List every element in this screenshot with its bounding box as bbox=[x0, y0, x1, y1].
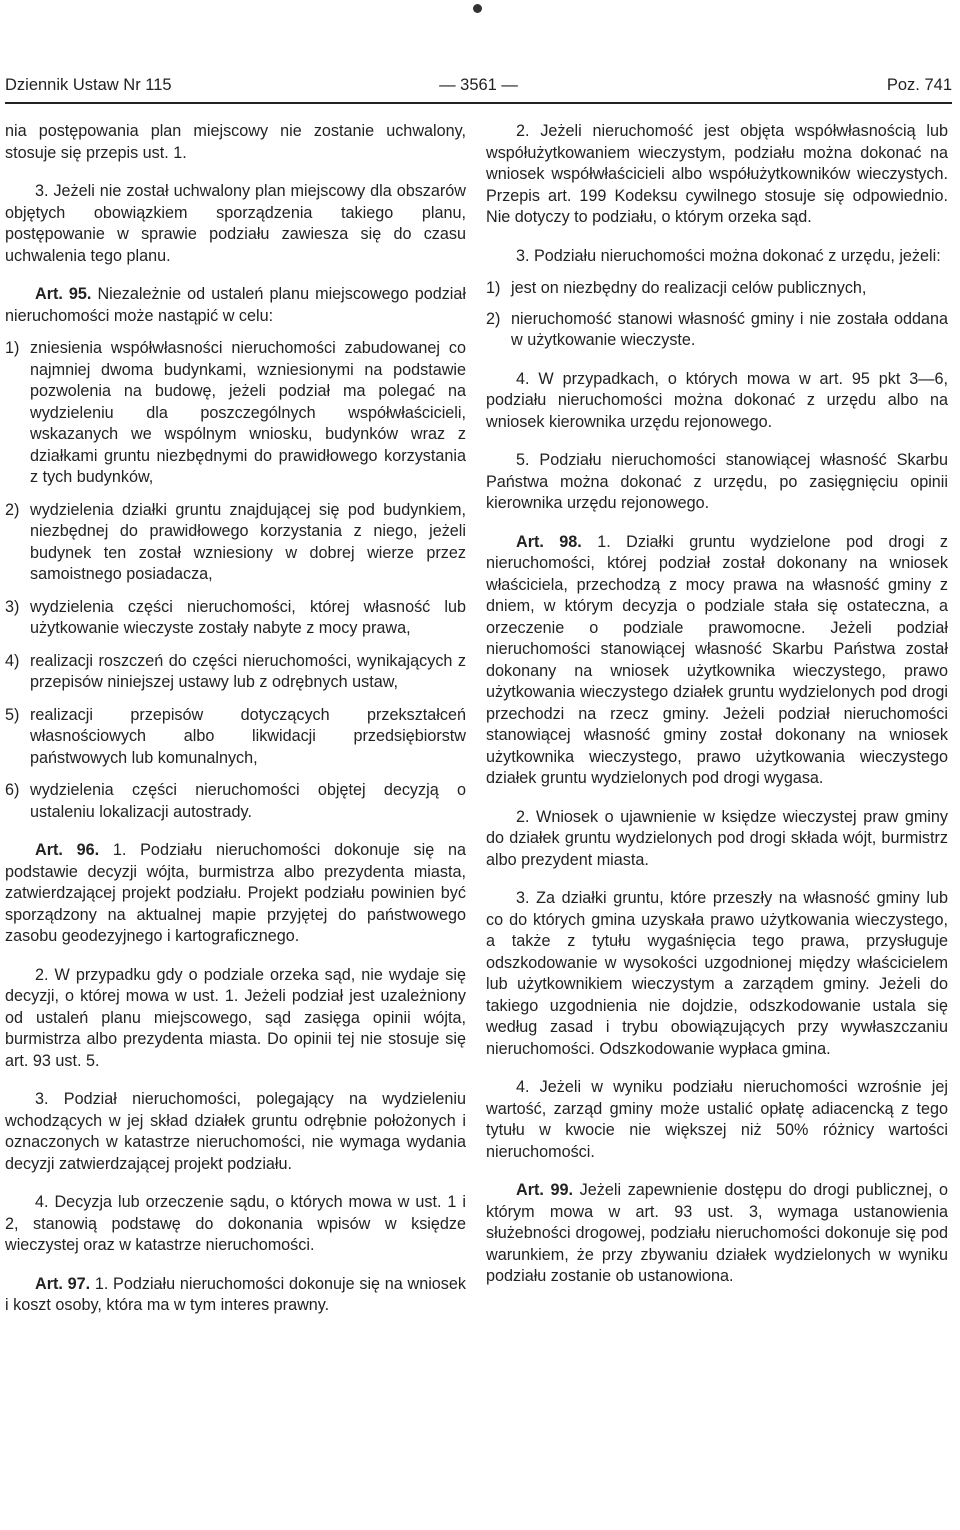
item-number: 6) bbox=[5, 781, 20, 799]
article-text: Jeżeli zapewnienie dostępu do drogi publicznej, o którym mowa w art. 93 ust. 3, wymaga ustanowienia służebności drogowej, podziału nieruchomości dokonuje się pod warunkiem, że przy zbywaniu działek wydzielonych w wyniku podziału zostanie ob ustanowiona. bbox=[486, 1181, 948, 1285]
list-item bbox=[5, 651, 466, 694]
article-label: Art. 96. bbox=[35, 841, 100, 859]
article-text: 1. Podziału nieruchomości dokonuje się na podstawie decyzji wójta, burmistrza albo prezydenta miasta, zatwierdzającej projekt podziału. Projekt podziału powinien być sporządzony na aktualnej mapie przyjętej do państwowego zasobu geodezyjnego i kartograficznego. bbox=[5, 841, 466, 945]
item-number: 4) bbox=[5, 651, 20, 670]
list-item bbox=[5, 500, 466, 586]
article-95-intro bbox=[5, 284, 466, 327]
position-number: Poz. 741 bbox=[886, 76, 952, 94]
page-number: — 3561 — bbox=[439, 76, 518, 94]
article-96-paragraph-1 bbox=[5, 840, 466, 948]
list-item bbox=[486, 309, 948, 352]
paragraph: 4. W przypadkach, o których mowa w art. 95 pkt 3—6, podziału nieruchomości można dokonać z urzędu albo na wniosek kierownika urzędu rejonowego. bbox=[486, 369, 948, 431]
list-item bbox=[5, 597, 466, 640]
article-text: Niezależnie od ustaleń planu miejscowego podział nieruchomości może nastąpić w celu: bbox=[5, 285, 467, 325]
item-text: jest on niezbędny do realizacji celów publicznych, bbox=[511, 279, 867, 297]
paragraph: 2. Wniosek o ujawnienie w księdze wieczystej praw gminy do działek gruntu wydzielonych pod drogi składa wójt, burmistrz albo prezydent miasta. bbox=[486, 807, 948, 869]
item-number: 2) bbox=[5, 500, 20, 519]
item-text: nieruchomość stanowi własność gminy i nie została oddana w użytkowanie wieczyste. bbox=[511, 309, 948, 349]
article-label: Art. 95. bbox=[35, 285, 92, 303]
paragraph: 5. Podziału nieruchomości stanowiącej własność Skarbu Państwa można dokonać z urzędu, po zasięgnięciu opinii kierownika urzędu rejonowego. bbox=[486, 451, 948, 512]
article-text: 1. Działki gruntu wydzielone pod drogi z nieruchomości, której podział został dokonany na wniosek właściciela, przechodzą z mocy prawa na własność gminy z dniem, w którym decyzja o podziale stała się ostateczna, a orzeczenie o podziale prawomocne. Jeżeli podział nieruchomości stanowiącej własność Skarbu Państwa został dokonany na wniosek użytkownika wieczystego, prawo użytkowania wieczystego działek gruntu wydzielonych pod drogi przechodzi na rzecz gminy. Jeżeli podział nieruchomości stanowiącej własność gminy został dokonany na wniosek użytkownika wieczystego, prawo użytkowania wieczystego działek gruntu wydzielonych pod drogi wygasa. bbox=[486, 532, 948, 787]
item-number: 2) bbox=[486, 309, 501, 328]
list-item bbox=[486, 278, 948, 300]
right-column bbox=[486, 121, 948, 1305]
paragraph: 3. Jeżeli nie został uchwalony plan miejscowy dla obszarów objętych obowiązkiem sporządzenia takiego planu, postępowanie w sprawie podziału zawiesza się do czasu uchwalenia tego planu. bbox=[5, 182, 466, 265]
item-number: 5) bbox=[5, 705, 20, 724]
item-number: 3) bbox=[5, 597, 20, 616]
page-header bbox=[5, 76, 952, 104]
paragraph: 3. Podział nieruchomości, polegający na wydzieleniu wchodzących w jej skład działek gruntu odrębnie położonych i oznaczonych w katastrze nieruchomości, nie wymaga wydania decyzji zatwierdzającej projekt podziału. bbox=[5, 1090, 466, 1173]
article-text: 1. Podziału nieruchomości dokonuje się na wniosek i koszt osoby, która ma w tym interes prawny. bbox=[5, 1274, 466, 1314]
article-label: Art. 98. bbox=[516, 532, 582, 551]
article-98-paragraph-1 bbox=[486, 532, 948, 790]
left-column bbox=[5, 121, 466, 1334]
journal-title: Dziennik Ustaw Nr 115 bbox=[5, 76, 172, 94]
paragraph: 3. Podziału nieruchomości można dokonać z urzędu, jeżeli: bbox=[516, 246, 941, 265]
paragraph: 4. Decyzja lub orzeczenie sądu, o których mowa w ust. 1 i 2, stanowią podstawę do dokonania wpisów w księdze wieczystej oraz w katastrze nieruchomości. bbox=[5, 1193, 466, 1254]
item-text: wydzielenia części nieruchomości objętej decyzją o ustaleniu lokalizacji autostrady. bbox=[30, 781, 466, 821]
list-item bbox=[5, 338, 466, 489]
article-label: Art. 97. bbox=[35, 1274, 91, 1293]
item-text: realizacji roszczeń do części nieruchomości, wynikających z przepisów niniejszej ustawy lub z odrębnych ustaw, bbox=[30, 651, 466, 691]
print-dot bbox=[473, 4, 482, 13]
article-label: Art. 99. bbox=[516, 1181, 574, 1199]
paragraph: nia postępowania plan miejscowy nie zostanie uchwalony, stosuje się przepis ust. 1. bbox=[5, 122, 466, 162]
item-number: 1) bbox=[5, 339, 20, 357]
article-99 bbox=[486, 1180, 948, 1288]
item-number: 1) bbox=[486, 279, 501, 297]
list-item bbox=[5, 780, 466, 823]
paragraph: 2. Jeżeli nieruchomość jest objęta współwłasnością lub współużytkowaniem wieczystym, podziału można dokonać na wniosek współwłaścicieli albo współużytkowników wieczystych. Przepis art. 199 Kodeksu cywilnego stosuje się odpowiednio. Nie dotyczy to podziału, o którym orzeka sąd. bbox=[486, 122, 948, 226]
paragraph: 2. W przypadku gdy o podziale orzeka sąd, nie wydaje się decyzji, o której mowa w ust. 1. Jeżeli podział jest uzależniony od ustaleń planu miejscowego, sąd zasięga opinii wójta, burmistrza albo prezydenta miasta. Do opinii tej nie stosuje się art. 93 ust. 5. bbox=[5, 965, 466, 1070]
item-text: wydzielenia działki gruntu znajdującej się pod budynkiem, niezbędnej do prawidłowego korzystania z niego, jeżeli budynek ten został wzniesiony w dobrej wierze przez samoistnego posiadacza, bbox=[30, 500, 466, 583]
item-text: zniesienia współwłasności nieruchomości zabudowanej co najmniej dwoma budynkami, wzniesionymi na podstawie pozwolenia na budowę, jeżeli podział ma polegać na wydzieleniu dla poszczególnych współwłaścicieli, wskazanych we wspólnym wniosku, budynków wraz z działkami gruntu niezbędnymi do prawidłowego korzystania z tych budynków, bbox=[30, 339, 466, 486]
article-97-paragraph-1 bbox=[5, 1274, 466, 1317]
item-text: realizacji przepisów dotyczących przekształceń własnościowych albo likwidacji przedsiębiorstw państwowych lub komunalnych, bbox=[30, 705, 466, 767]
list-item bbox=[5, 705, 466, 770]
item-text: wydzielenia części nieruchomości, której własność lub użytkowanie wieczyste zostały nabyte z mocy prawa, bbox=[30, 597, 466, 637]
paragraph: 4. Jeżeli w wyniku podziału nieruchomości wzrośnie jej wartość, zarząd gminy może ustalić opłatę adiacencką z tego tytułu w kwocie nie większej niż 50% różnicy wartości nieruchomości. bbox=[486, 1078, 948, 1161]
paragraph: 3. Za działki gruntu, które przeszły na własność gminy lub co do których gmina uzyskała prawo użytkowania wieczystego, a także z tytułu wygaśnięcia tego prawa, przysługuje odszkodowanie w wysokości uzgodnionej między właścicielem lub użytkownikiem wieczystym a zarządem gminy. Jeżeli do takiego uzgodnienia nie dojdzie, odszkodowanie ustala się według zasad i trybu obowiązujących przy wywłaszczaniu nieruchomości. Odszkodowanie wypłaca gmina. bbox=[486, 889, 948, 1058]
